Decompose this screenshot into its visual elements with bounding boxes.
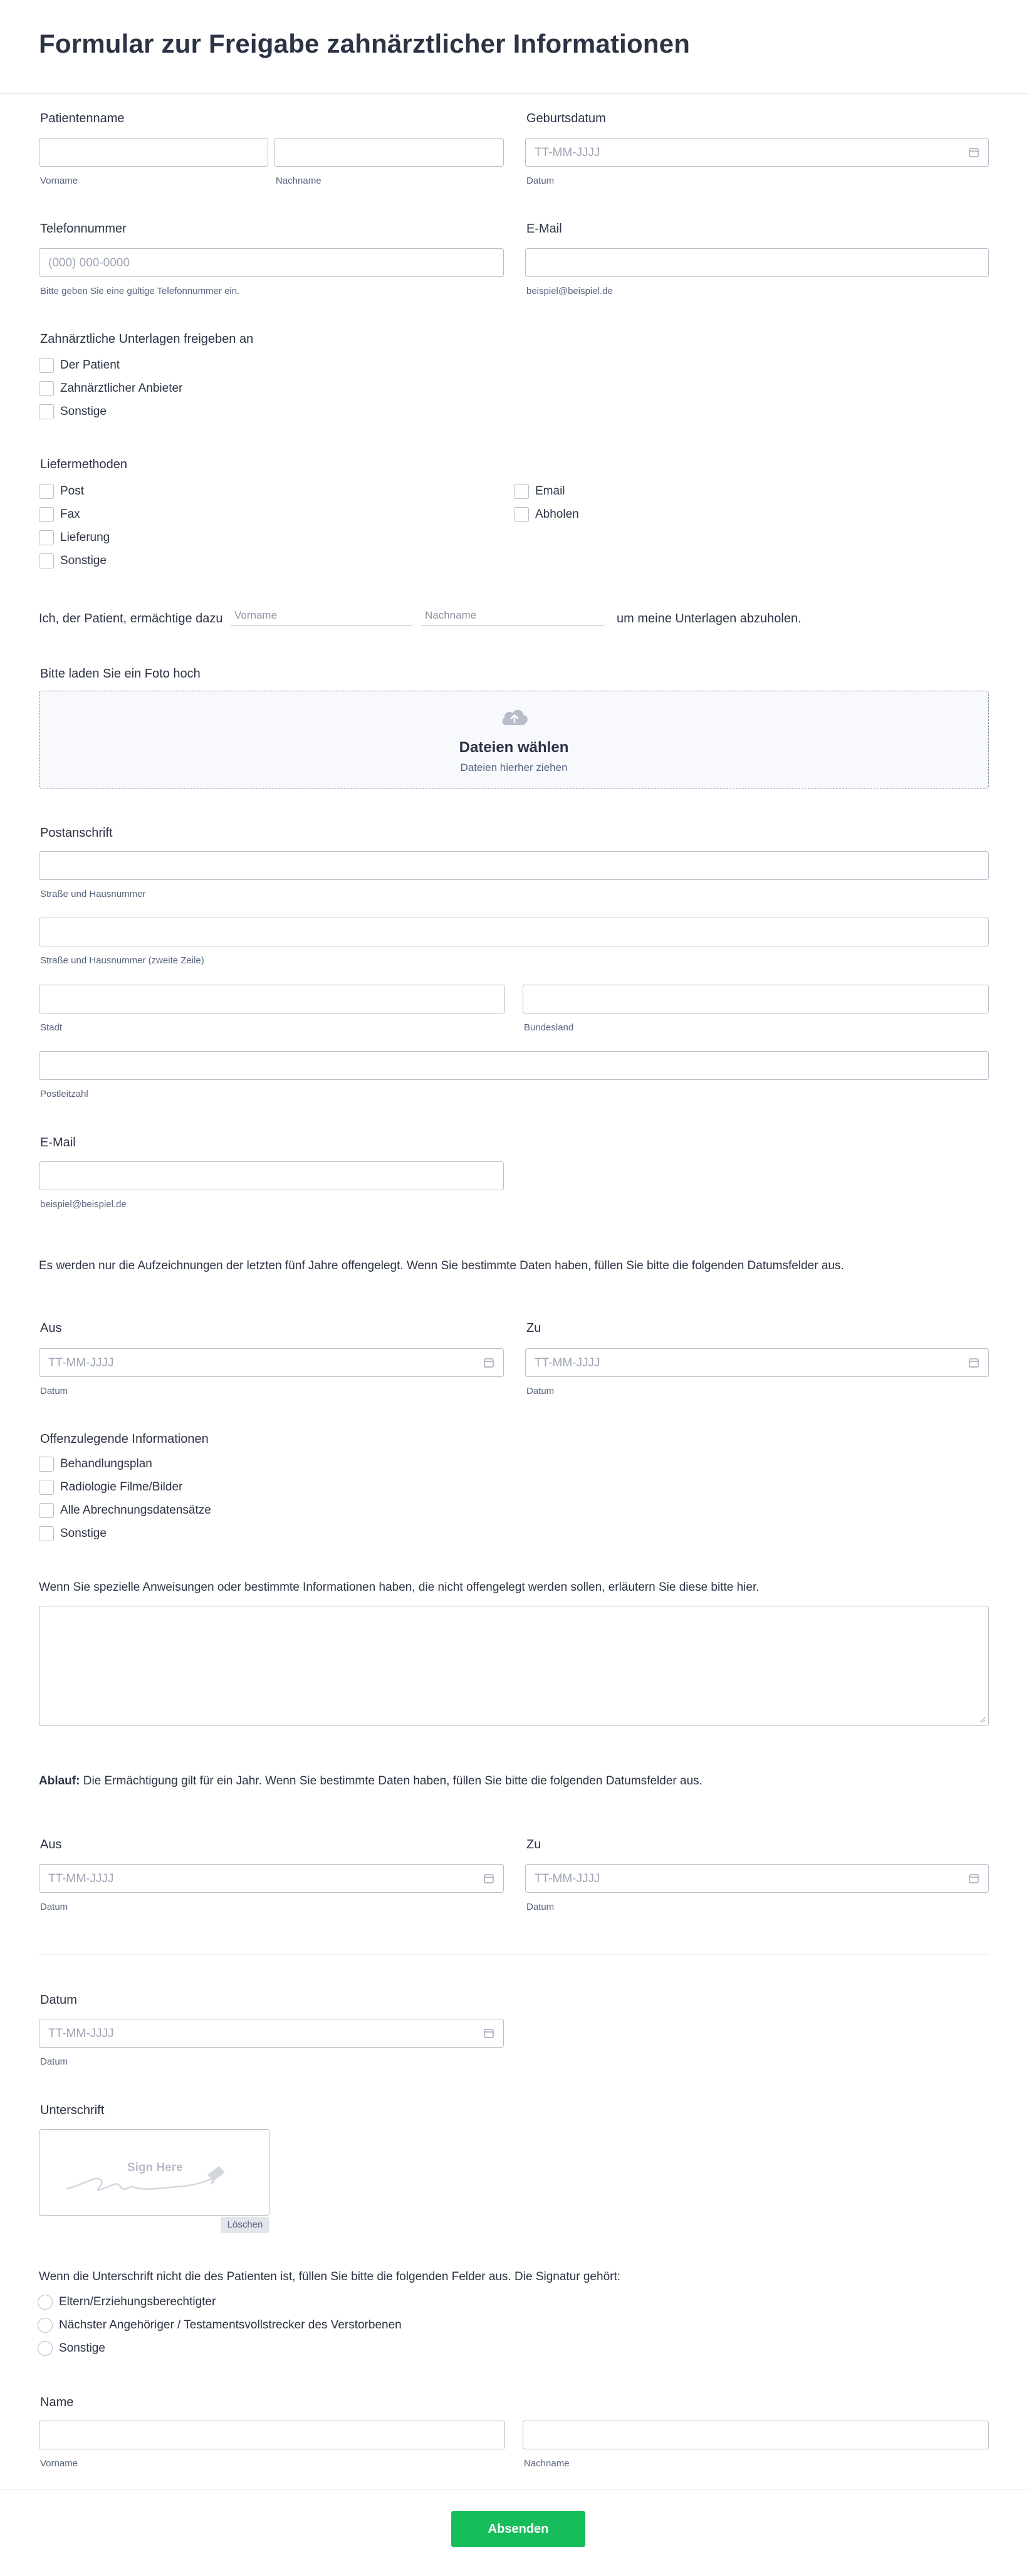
range2-to-label: Zu bbox=[526, 1838, 541, 1851]
calendar-icon[interactable] bbox=[968, 1357, 979, 1368]
form-header bbox=[0, 0, 1029, 94]
date-input[interactable]: TT-MM-JJJJ bbox=[39, 2019, 504, 2048]
patient-last-name-input[interactable] bbox=[274, 138, 504, 167]
zip-sublabel: Postleitzahl bbox=[40, 1089, 88, 1099]
range1-from-sublabel: Datum bbox=[40, 1386, 68, 1396]
upload-label: Bitte laden Sie ein Foto hoch bbox=[40, 667, 201, 681]
range1-to-label: Zu bbox=[526, 1321, 541, 1335]
authorize-suffix: um meine Unterlagen abzuholen. bbox=[617, 612, 802, 626]
phone-input[interactable] bbox=[39, 248, 504, 277]
phone-label: Telefonnummer bbox=[40, 222, 127, 236]
delivery-option[interactable]: Lieferung bbox=[39, 530, 110, 546]
checkbox[interactable] bbox=[39, 1480, 54, 1495]
cloud-upload-icon bbox=[499, 705, 530, 728]
range1-to-sublabel: Datum bbox=[526, 1386, 555, 1396]
city-input[interactable] bbox=[39, 985, 505, 1013]
patient-name-label: Patientenname bbox=[40, 112, 125, 125]
signer-last-name-input[interactable] bbox=[523, 2421, 989, 2449]
checkbox[interactable] bbox=[39, 507, 54, 522]
patient-first-name-input[interactable] bbox=[39, 138, 268, 167]
delivery-methods-label: Liefermethoden bbox=[40, 458, 127, 471]
calendar-icon[interactable] bbox=[968, 1873, 979, 1884]
email-sublabel: beispiel@beispiel.de bbox=[526, 286, 613, 296]
birth-date-label: Geburtsdatum bbox=[526, 112, 606, 125]
date-label: Datum bbox=[40, 1993, 77, 2007]
birth-date-input[interactable] bbox=[525, 138, 989, 167]
signature-scribble-icon bbox=[65, 2162, 253, 2200]
street-address-sublabel: Straße und Hausnummer bbox=[40, 889, 146, 899]
signer-option[interactable]: Eltern/Erziehungsberechtigter bbox=[38, 2294, 216, 2310]
signature-label: Unterschrift bbox=[40, 2103, 105, 2117]
state-input[interactable] bbox=[523, 985, 989, 1013]
checkbox[interactable] bbox=[39, 484, 54, 499]
checkbox[interactable] bbox=[39, 381, 54, 396]
street-address-line2-sublabel: Straße und Hausnummer (zweite Zeile) bbox=[40, 955, 204, 966]
choose-files-button[interactable]: Dateien wählen bbox=[459, 739, 569, 756]
signer-name-label: Name bbox=[40, 2395, 74, 2409]
patient-last-name-sublabel: Nachname bbox=[276, 175, 321, 186]
zip-input[interactable] bbox=[39, 1051, 989, 1080]
email2-label: E-Mail bbox=[40, 1136, 76, 1149]
authorize-prefix: Ich, der Patient, ermächtige dazu bbox=[39, 612, 223, 626]
state-sublabel: Bundesland bbox=[524, 1022, 574, 1033]
authorized-first-name-input[interactable]: Vorname bbox=[231, 607, 412, 626]
range2-from-sublabel: Datum bbox=[40, 1902, 68, 1912]
signer-first-name-input[interactable] bbox=[39, 2421, 505, 2449]
authorized-last-name-input[interactable]: Nachname bbox=[421, 607, 604, 626]
checkbox[interactable] bbox=[514, 484, 529, 499]
email-label: E-Mail bbox=[526, 222, 562, 236]
radio[interactable] bbox=[38, 2318, 53, 2333]
delivery-option[interactable]: Abholen bbox=[514, 506, 579, 523]
email-input[interactable] bbox=[525, 248, 989, 277]
signer-option[interactable]: Nächster Angehöriger / Testamentsvollstrecker des Verstorbenen bbox=[38, 2317, 402, 2333]
checkbox[interactable] bbox=[39, 1457, 54, 1472]
calendar-icon[interactable] bbox=[483, 1873, 494, 1884]
drag-files-hint: Dateien hierher ziehen bbox=[460, 762, 568, 773]
clear-signature-button[interactable]: Löschen bbox=[221, 2217, 269, 2233]
range2-to-date-input[interactable]: TT-MM-JJJJ bbox=[525, 1864, 989, 1893]
range2-from-date-input[interactable]: TT-MM-JJJJ bbox=[39, 1864, 504, 1893]
range1-to-date-input[interactable]: TT-MM-JJJJ bbox=[525, 1348, 989, 1377]
disclose-option[interactable]: Behandlungsplan bbox=[39, 1456, 152, 1472]
release-to-option[interactable]: Zahnärztlicher Anbieter bbox=[39, 380, 182, 397]
signer-last-name-sublabel: Nachname bbox=[524, 2458, 570, 2469]
checkbox[interactable] bbox=[514, 507, 529, 522]
street-address-input[interactable] bbox=[39, 851, 989, 880]
city-sublabel: Stadt bbox=[40, 1022, 63, 1033]
signature-pad[interactable] bbox=[39, 2129, 269, 2216]
resize-handle-icon[interactable] bbox=[979, 1717, 986, 1723]
file-upload-dropzone[interactable] bbox=[39, 691, 989, 788]
birth-date-sublabel: Datum bbox=[526, 175, 555, 186]
phone-placeholder: (000) 000-0000 bbox=[48, 256, 130, 270]
signer-option[interactable]: Sonstige bbox=[38, 2340, 105, 2357]
submit-button[interactable]: Absenden bbox=[451, 2511, 585, 2547]
release-to-option[interactable]: Der Patient bbox=[39, 357, 120, 374]
five-years-notice: Es werden nur die Aufzeichnungen der letzten fünf Jahre offengelegt. Wenn Sie bestimmte Daten haben, füllen Sie bitte die folgenden Datumsfelder aus. bbox=[39, 1259, 844, 1272]
delivery-option[interactable]: Email bbox=[514, 483, 565, 500]
street-address-line2-input[interactable] bbox=[39, 918, 989, 946]
checkbox[interactable] bbox=[39, 1503, 54, 1518]
checkbox[interactable] bbox=[39, 1526, 54, 1541]
disclose-option[interactable]: Alle Abrechnungsdatensätze bbox=[39, 1502, 211, 1519]
date-sublabel: Datum bbox=[40, 2056, 68, 2067]
radio[interactable] bbox=[38, 2295, 53, 2310]
form-title: Formular zur Freigabe zahnärztlicher Informationen bbox=[39, 29, 691, 58]
patient-first-name-sublabel: Vorname bbox=[40, 175, 78, 186]
disclose-label: Offenzulegende Informationen bbox=[40, 1432, 209, 1446]
calendar-icon[interactable] bbox=[483, 2028, 494, 2039]
disclose-option[interactable]: Radiologie Filme/Bilder bbox=[39, 1479, 182, 1495]
phone-sublabel: Bitte geben Sie eine gültige Telefonnummer ein. bbox=[40, 286, 240, 296]
checkbox[interactable] bbox=[39, 358, 54, 373]
checkbox[interactable] bbox=[39, 530, 54, 545]
calendar-icon[interactable] bbox=[483, 1357, 494, 1368]
delivery-option[interactable]: Post bbox=[39, 483, 84, 500]
checkbox[interactable] bbox=[39, 553, 54, 568]
special-instructions-label: Wenn Sie spezielle Anweisungen oder bestimmte Informationen haben, die nicht offengelegt werden sollen, erläutern Sie diese bitte hier. bbox=[39, 1581, 760, 1594]
range1-from-label: Aus bbox=[40, 1321, 62, 1335]
release-to-option[interactable]: Sonstige bbox=[39, 404, 107, 420]
signer-label: Wenn die Unterschrift nicht die des Patienten ist, füllen Sie bitte die folgenden Felder aus. Die Signatur gehört: bbox=[39, 2270, 621, 2283]
section-divider bbox=[39, 1954, 989, 1955]
signer-first-name-sublabel: Vorname bbox=[40, 2458, 78, 2469]
sign-here-text: Sign Here bbox=[127, 2161, 183, 2174]
release-to-label: Zahnärztliche Unterlagen freigeben an bbox=[40, 332, 254, 346]
disclose-option[interactable]: Sonstige bbox=[39, 1526, 107, 1542]
delivery-option[interactable]: Sonstige bbox=[39, 553, 107, 569]
email2-sublabel: beispiel@beispiel.de bbox=[40, 1199, 127, 1210]
expiry-notice: Ablauf: Die Ermächtigung gilt für ein Jahr. Wenn Sie bestimmte Daten haben, füllen Sie bitte die folgenden Datumsfelder aus. bbox=[39, 1774, 703, 1788]
radio[interactable] bbox=[38, 2341, 53, 2356]
address-label: Postanschrift bbox=[40, 826, 113, 840]
range1-from-date-input[interactable]: TT-MM-JJJJ bbox=[39, 1348, 504, 1377]
range2-to-sublabel: Datum bbox=[526, 1902, 555, 1912]
special-instructions-textarea[interactable] bbox=[39, 1606, 989, 1726]
delivery-option[interactable]: Fax bbox=[39, 506, 80, 523]
email2-input[interactable] bbox=[39, 1161, 504, 1190]
range2-from-label: Aus bbox=[40, 1838, 62, 1851]
checkbox[interactable] bbox=[39, 404, 54, 419]
birth-date-placeholder: TT-MM-JJJJ bbox=[535, 146, 600, 159]
calendar-icon[interactable] bbox=[968, 147, 979, 158]
